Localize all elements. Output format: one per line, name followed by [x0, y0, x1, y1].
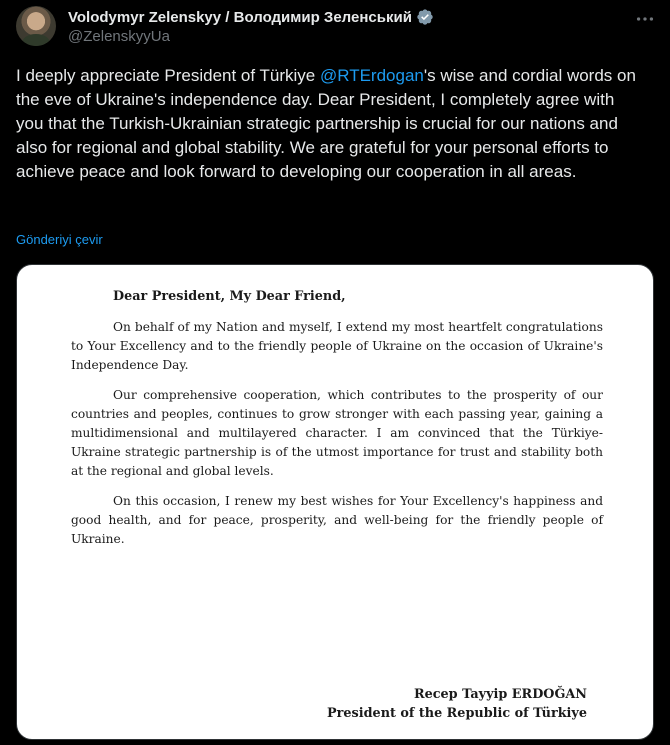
more-options-icon[interactable]	[634, 8, 656, 30]
tweet-text-part2: 's wise and cordial words on the eve of Ukraine's independence day. Dear President, I completely agree with you that the Turkish-Ukrainian strategic partnership is crucial for our nations and also for regional and global stability. We are grateful for your personal efforts to achieve peace and look forward to developing our cooperation in all areas.	[16, 66, 636, 181]
letter-signature	[327, 685, 587, 723]
author-display-name[interactable]: Volodymyr Zelenskyy / Володимир Зеленський	[68, 8, 412, 26]
verified-badge-icon	[416, 8, 434, 26]
mention-link[interactable]: @RTErdogan	[319, 66, 424, 85]
letter-body	[71, 287, 603, 549]
tweet-header	[16, 6, 660, 50]
letter-paragraph-2: Our comprehensive cooperation, which contributes to the prosperity of our countries and peoples, continues to grow stronger with each passing year, gaining a multidimensional and multilayered character. I am convinced that the Türkiye-Ukraine strategic partnership is of the utmost importance for trust and stability both at the regional and global levels.	[71, 388, 603, 478]
author-handle[interactable]: @ZelenskyyUa	[68, 28, 170, 45]
signature-name: Recep Tayyip ERDOĞAN	[413, 687, 587, 702]
letter-paragraph-1: On behalf of my Nation and myself, I extend my most heartfelt congratulations to Your Excellency and to the friendly people of Ukraine on the occasion of Ukraine's Independence Day.	[71, 320, 603, 372]
letter-image[interactable]	[16, 264, 654, 740]
letter-salutation: Dear President, My Dear Friend,	[113, 289, 346, 304]
tweet-text-part1: I deeply appreciate President of Türkiye	[16, 66, 320, 85]
author-name-row	[68, 6, 434, 28]
avatar[interactable]	[16, 6, 56, 46]
signature-title: President of the Republic of Türkiye	[327, 706, 587, 721]
letter-paragraph-3: On this occasion, I renew my best wishes for Your Excellency's happiness and good health, and for peace, prosperity, and well-being for the friendly people of Ukraine.	[71, 494, 603, 546]
translate-post-link[interactable]: Gönderiyi çevir	[16, 232, 103, 247]
tweet-text	[16, 64, 646, 184]
